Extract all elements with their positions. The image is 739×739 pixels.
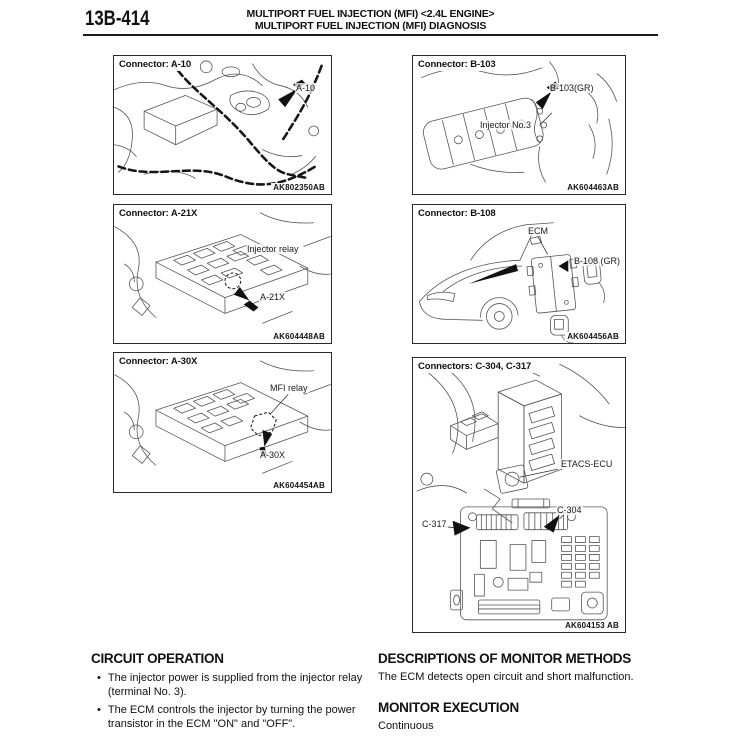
panel-title: Connector: A-30X — [118, 355, 200, 368]
relay-box-illustration — [114, 353, 331, 492]
panel-title: Connectors: C-304, C-317 — [417, 360, 534, 373]
pointer-arrow-icon — [453, 521, 471, 536]
relay-box-illustration — [114, 205, 331, 343]
bullet-text: The injector power is supplied from the injector relay (terminal No. 3). — [107, 672, 363, 699]
connector-callout: A-21X — [260, 292, 286, 302]
panel-connector-b108 — [412, 204, 626, 344]
connector-callout-c317: C-317 — [422, 519, 447, 529]
injector-label: Injector No.3 — [480, 120, 532, 130]
monitor-methods-body: The ECM detects open circuit and short malfunction. — [378, 671, 634, 683]
chapter-title-line2: MULTIPORT FUEL INJECTION (MFI) DIAGNOSIS — [254, 19, 487, 32]
section-circuit-operation — [91, 651, 381, 731]
pointer-arrow-icon — [234, 287, 259, 312]
engine-bay-wiring-illustration — [114, 56, 331, 194]
figure-code: AK802350AB — [273, 183, 325, 192]
bullet-text: The ECM controls the injector by turning the power transistor in the ECM "ON" and "OFF". — [107, 703, 356, 730]
relay-label: Injector relay — [247, 244, 299, 254]
bullet-marker: • — [97, 672, 101, 684]
figure-code: AK604448AB — [273, 332, 325, 341]
panel-title: Connector: A-10 — [118, 58, 194, 71]
ecm-label: ECM — [528, 226, 548, 236]
relay-label: MFI relay — [270, 383, 308, 393]
chapter-title-line1: MULTIPORT FUEL INJECTION (MFI) <2.4L ENGINE> — [246, 8, 495, 20]
vehicle-ecm-illustration — [413, 205, 625, 343]
panel-connector-b103 — [412, 55, 626, 195]
connector-callout-c304: C-304 — [557, 505, 582, 515]
bullet-item — [91, 703, 381, 732]
connector-callout: A-10 — [296, 83, 316, 93]
connector-callout: B-108 (GR) — [574, 256, 621, 266]
panel-connector-a21x — [113, 204, 332, 344]
figure-code: AK604454AB — [273, 481, 325, 490]
figure-code: AK604456AB — [567, 332, 619, 341]
page-number: 13B-414 — [85, 7, 150, 30]
connector-callout: A-30X — [260, 450, 286, 460]
section-monitor-methods — [378, 651, 673, 734]
panel-title: Connector: B-108 — [417, 207, 499, 220]
panel-title: Connector: B-103 — [417, 58, 499, 71]
bullet-marker: • — [97, 703, 101, 716]
connector-callout: B-103(GR) — [550, 83, 594, 93]
panel-connector-a30x — [113, 352, 332, 493]
figure-code: AK604463AB — [567, 183, 619, 192]
panel-connectors-c304-c317 — [412, 357, 626, 633]
etacs-ecu-label: ETACS-ECU — [561, 459, 613, 469]
panel-title: Connector: A-21X — [118, 207, 200, 220]
monitor-execution-heading: MONITOR EXECUTION — [378, 700, 519, 716]
figure-code: AK604153 AB — [565, 621, 619, 630]
circuit-operation-heading: CIRCUIT OPERATION — [91, 651, 224, 666]
junction-block-illustration — [413, 358, 625, 632]
chapter-title — [83, 9, 658, 32]
panel-connector-a10 — [113, 55, 332, 195]
monitor-execution-body: Continuous — [378, 720, 434, 733]
monitor-methods-heading: DESCRIPTIONS OF MONITOR METHODS — [378, 651, 631, 666]
header-rule — [83, 34, 658, 36]
bullet-item — [91, 671, 381, 700]
pointer-arrow-icon — [558, 260, 568, 272]
